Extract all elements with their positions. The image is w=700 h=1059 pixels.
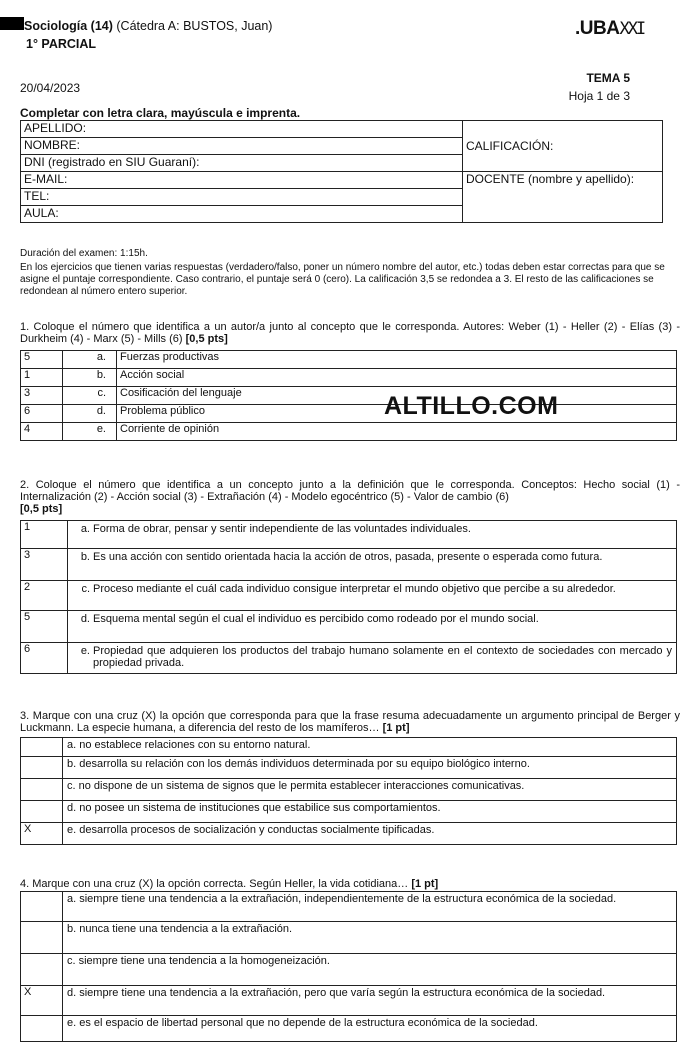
mark-cell[interactable]: [21, 779, 63, 801]
table-row: [21, 581, 677, 611]
option-text: c. siempre tiene una tendencia a la homogeneización.: [63, 954, 677, 986]
table-row: [21, 801, 677, 823]
tema-label: TEMA 5: [586, 71, 630, 85]
answer-cell[interactable]: 3: [21, 387, 63, 405]
answer-cell[interactable]: 6: [21, 643, 68, 674]
item-text: Problema público: [117, 405, 677, 423]
question-3-table: [20, 737, 677, 845]
exam-name: 1° PARCIAL: [26, 37, 97, 51]
mark-cell[interactable]: [21, 922, 63, 954]
table-row: [21, 611, 677, 643]
student-id-table: [20, 120, 663, 223]
table-row: [21, 779, 677, 801]
table-row: [21, 405, 677, 423]
table-row: [21, 738, 677, 757]
answer-cell[interactable]: 6: [21, 405, 63, 423]
option-text: a. no establece relaciones con su entorno natural.: [63, 738, 677, 757]
table-row: [21, 549, 677, 581]
mark-cell[interactable]: [21, 801, 63, 823]
option-text: c. no dispone de un sistema de signos que le permita establecer interacciones comunicativas.: [63, 779, 677, 801]
item-letter: d.: [63, 405, 117, 423]
option-text: d. no posee un sistema de instituciones que estabilice sus comportamientos.: [63, 801, 677, 823]
answer-cell[interactable]: 2: [21, 581, 68, 611]
item-letter: e.: [63, 423, 117, 441]
table-row: [21, 892, 677, 922]
exam-date: 20/04/2023: [20, 81, 81, 95]
item-letter: c.: [63, 387, 117, 405]
item-text: Corriente de opinión: [117, 423, 677, 441]
field-nombre[interactable]: NOMBRE:: [21, 138, 463, 155]
table-row: [21, 823, 677, 845]
field-tel[interactable]: TEL:: [21, 189, 463, 206]
mark-cell[interactable]: X: [21, 986, 63, 1016]
definition-text: b. Es una acción con sentido orientada hacia la acción de otros, pasada, presente o esperada como futura.: [68, 549, 677, 581]
option-text: b. desarrolla su relación con los demás individuos determinada por su equipo biológico interno.: [63, 757, 677, 779]
page-indicator: Hoja 1 de 3: [568, 89, 630, 103]
option-text: b. nunca tiene una tendencia a la extrañación.: [63, 922, 677, 954]
mark-cell[interactable]: [21, 1016, 63, 1042]
table-row: [21, 1016, 677, 1042]
question-4-table: [20, 891, 677, 1042]
item-letter: a.: [63, 351, 117, 369]
definition-text: c. Proceso mediante el cuál cada individuo consigue interpretar el mundo objetivo que percibe a su alrededor.: [68, 581, 677, 611]
question-2-table: [20, 520, 677, 674]
table-row: [21, 369, 677, 387]
altillo-watermark: ALTILLO.COM: [384, 392, 559, 420]
question-2-text: 2. Coloque el número que identifica a un concepto junto a la definición que le corresponda. Conceptos: Hecho social (1) - Internalización (2) - Acción social (3) - Extrañación (4) - Modelo egocéntrico (5) - Valor de cambio (6) [0,5 pts]: [20, 479, 680, 515]
definition-text: a. Forma de obrar, pensar y sentir independiente de las voluntades individuales.: [68, 521, 677, 549]
item-text: Acción social: [117, 369, 677, 387]
table-row: [21, 954, 677, 986]
item-text: Cosificación del lenguaje: [117, 387, 677, 405]
mark-cell[interactable]: [21, 892, 63, 922]
definition-text: d. Esquema mental según el cual el individuo es percibido como rodeado por el mundo social.: [68, 611, 677, 643]
answer-cell[interactable]: 1: [21, 369, 63, 387]
option-text: a. siempre tiene una tendencia a la extrañación, independientemente de la estructura económica de la sociedad.: [63, 892, 677, 922]
field-aula[interactable]: AULA:: [21, 206, 463, 223]
table-row: [21, 986, 677, 1016]
grading-notes: En los ejercicios que tienen varias respuestas (verdadero/falso, poner un número nombre del autor, etc.) todas deben estar correctas para que se asigne el puntaje correspondiente. Caso contrario, el puntaje será 0 (cero). La calificación 3,5 se redondea a 3. El resto de las calificaciones se redondean al número entero superior.: [20, 262, 665, 297]
item-letter: b.: [63, 369, 117, 387]
fill-instruction: Completar con letra clara, mayúscula e imprenta.: [20, 106, 301, 120]
calificacion-field[interactable]: CALIFICACIÓN:: [463, 121, 663, 172]
answer-cell[interactable]: 3: [21, 549, 68, 581]
docente-field[interactable]: DOCENTE (nombre y apellido):: [463, 172, 663, 223]
redaction-bar: [0, 17, 24, 30]
option-text: e. es el espacio de libertad personal que no depende de la estructura económica de la sociedad.: [63, 1016, 677, 1042]
table-row: [21, 423, 677, 441]
answer-cell[interactable]: 5: [21, 351, 63, 369]
table-row: [21, 351, 677, 369]
table-row: [21, 757, 677, 779]
question-1-text: 1. Coloque el número que identifica a un autor/a junto al concepto que le corresponda. Autores: Weber (1) - Heller (2) - Elías (3) - Durkheim (4) - Marx (5) - Mills (6) [0,5 pts]: [20, 321, 680, 345]
question-1-table: [20, 350, 677, 441]
answer-cell[interactable]: 4: [21, 423, 63, 441]
mark-cell[interactable]: X: [21, 823, 63, 845]
question-3-text: 3. Marque con una cruz (X) la opción que corresponda para que la frase resuma adecuadamente un argumento principal de Berger y Luckmann. La especie humana, a diferencia del resto de los mamíferos… [1 pt]: [20, 710, 680, 734]
option-text: e. desarrolla procesos de socialización y conductas socialmente tipificadas.: [63, 823, 677, 845]
exam-duration: Duración del examen: 1:15h.: [20, 248, 148, 259]
field-email[interactable]: E-MAIL:: [21, 172, 463, 189]
table-row: [21, 922, 677, 954]
definition-text: e. Propiedad que adquieren los productos del trabajo humano solamente en el contexto de sociedades con mercado y propiedad privada.: [68, 643, 677, 674]
answer-cell[interactable]: 1: [21, 521, 68, 549]
option-text: d. siempre tiene una tendencia a la extrañación, pero que varía según la estructura económica de la sociedad.: [63, 986, 677, 1016]
field-dni[interactable]: DNI (registrado en SIU Guaraní):: [21, 155, 463, 172]
field-apellido[interactable]: APELLIDO:: [21, 121, 463, 138]
table-row: [21, 643, 677, 674]
course-title: Sociología (14) (Cátedra A: BUSTOS, Juan): [24, 19, 273, 33]
mark-cell[interactable]: [21, 738, 63, 757]
mark-cell[interactable]: [21, 954, 63, 986]
question-4-text: 4. Marque con una cruz (X) la opción correcta. Según Heller, la vida cotidiana… [1 pt]: [20, 878, 439, 890]
answer-cell[interactable]: 5: [21, 611, 68, 643]
mark-cell[interactable]: [21, 757, 63, 779]
table-row: [21, 387, 677, 405]
item-text: Fuerzas productivas: [117, 351, 677, 369]
uba-xxi-logo: .UBAXXI: [575, 18, 645, 39]
table-row: [21, 521, 677, 549]
